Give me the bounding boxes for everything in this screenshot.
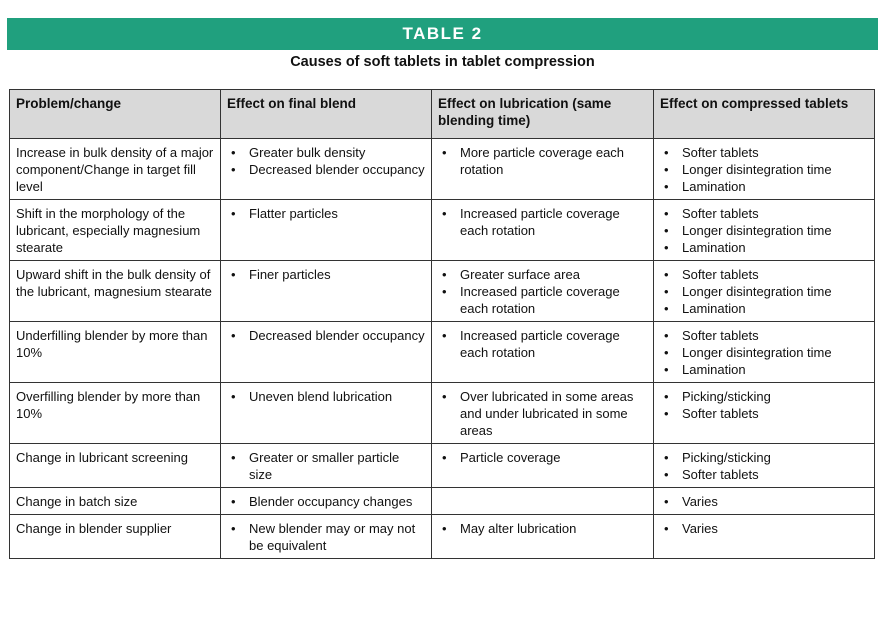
cell-problem: Change in lubricant screening (10, 444, 221, 488)
bullet-item: • Decreased blender occupancy (227, 327, 425, 344)
bullet-list (227, 520, 425, 554)
table-banner: TABLE 2 (7, 18, 878, 50)
bullet-item: • New blender may or may not be equivalent (227, 520, 425, 554)
bullet-item: • Varies (660, 493, 868, 510)
cell-final-blend (221, 200, 432, 261)
header-compressed-tablets: Effect on compressed tablets (654, 90, 875, 139)
bullet-item: • Over lubricated in some areas and under lubricated in some areas (438, 388, 647, 439)
bullet-list (227, 144, 425, 178)
bullet-item: • Increased particle coverage each rotation (438, 283, 647, 317)
bullet-item: • Softer tablets (660, 327, 868, 344)
bullet-list (660, 449, 868, 483)
cell-final-blend (221, 444, 432, 488)
bullet-list (227, 388, 425, 405)
cell-final-blend (221, 383, 432, 444)
bullet-list (227, 493, 425, 510)
bullet-item: • Picking/sticking (660, 388, 868, 405)
table-row (10, 322, 875, 383)
cell-lubrication (432, 261, 654, 322)
bullet-item: • Varies (660, 520, 868, 537)
cell-lubrication (432, 488, 654, 515)
bullet-item: • Flatter particles (227, 205, 425, 222)
cell-final-blend (221, 515, 432, 559)
table-row (10, 261, 875, 322)
cell-final-blend (221, 261, 432, 322)
cell-problem: Shift in the morphology of the lubricant, especially magnesium stearate (10, 200, 221, 261)
cell-compressed-tablets (654, 383, 875, 444)
bullet-item: • Decreased blender occupancy (227, 161, 425, 178)
bullet-list (438, 205, 647, 239)
cell-final-blend (221, 322, 432, 383)
header-problem: Problem/change (10, 90, 221, 139)
bullet-item: • Picking/sticking (660, 449, 868, 466)
cell-compressed-tablets (654, 139, 875, 200)
bullet-item: • Longer disintegration time (660, 222, 868, 239)
bullet-item: • Softer tablets (660, 466, 868, 483)
cell-problem: Underfilling blender by more than 10% (10, 322, 221, 383)
bullet-item: • Greater surface area (438, 266, 647, 283)
bullet-item: • Softer tablets (660, 205, 868, 222)
bullet-list (438, 266, 647, 317)
table-row (10, 444, 875, 488)
bullet-item: • Increased particle coverage each rotation (438, 205, 647, 239)
bullet-list (660, 327, 868, 378)
bullet-item: • More particle coverage each rotation (438, 144, 647, 178)
bullet-list (438, 144, 647, 178)
cell-problem: Overfilling blender by more than 10% (10, 383, 221, 444)
bullet-list (660, 205, 868, 256)
cell-problem: Increase in bulk density of a major component/Change in target fill level (10, 139, 221, 200)
cell-compressed-tablets (654, 261, 875, 322)
table-row (10, 139, 875, 200)
cell-compressed-tablets (654, 200, 875, 261)
cell-compressed-tablets (654, 515, 875, 559)
bullet-list (438, 520, 647, 537)
bullet-item: • Softer tablets (660, 266, 868, 283)
bullet-item: • Lamination (660, 178, 868, 195)
header-row (10, 90, 875, 139)
bullet-item: • Softer tablets (660, 144, 868, 161)
bullet-item: • Increased particle coverage each rotation (438, 327, 647, 361)
cell-final-blend (221, 139, 432, 200)
bullet-list (438, 327, 647, 361)
bullet-item: • May alter lubrication (438, 520, 647, 537)
cell-lubrication (432, 139, 654, 200)
bullet-item: • Blender occupancy changes (227, 493, 425, 510)
table-subtitle: Causes of soft tablets in tablet compression (290, 54, 595, 70)
cell-compressed-tablets (654, 444, 875, 488)
bullet-list (227, 449, 425, 483)
cell-lubrication (432, 383, 654, 444)
table-row (10, 200, 875, 261)
bullet-item: • Longer disintegration time (660, 161, 868, 178)
cell-compressed-tablets (654, 322, 875, 383)
cell-lubrication (432, 444, 654, 488)
bullet-list (438, 388, 647, 439)
cell-problem: Upward shift in the bulk density of the lubricant, magnesium stearate (10, 261, 221, 322)
bullet-list (660, 388, 868, 422)
bullet-item: • Finer particles (227, 266, 425, 283)
cell-lubrication (432, 322, 654, 383)
bullet-list (660, 520, 868, 537)
cell-compressed-tablets (654, 488, 875, 515)
bullet-item: • Lamination (660, 361, 868, 378)
bullet-list (660, 266, 868, 317)
cell-lubrication (432, 200, 654, 261)
header-lubrication: Effect on lubrication (same blending time) (432, 90, 654, 139)
causes-table (9, 89, 875, 559)
bullet-item: • Longer disintegration time (660, 344, 868, 361)
header-final-blend: Effect on final blend (221, 90, 432, 139)
bullet-item: • Lamination (660, 239, 868, 256)
bullet-item: • Softer tablets (660, 405, 868, 422)
bullet-item: • Greater bulk density (227, 144, 425, 161)
bullet-list (227, 327, 425, 344)
bullet-item: • Particle coverage (438, 449, 647, 466)
bullet-item: • Uneven blend lubrication (227, 388, 425, 405)
table-row (10, 488, 875, 515)
bullet-list (227, 205, 425, 222)
bullet-item: • Lamination (660, 300, 868, 317)
bullet-item: • Greater or smaller particle size (227, 449, 425, 483)
bullet-list (438, 449, 647, 466)
cell-final-blend (221, 488, 432, 515)
table-row (10, 515, 875, 559)
bullet-item: • Longer disintegration time (660, 283, 868, 300)
cell-lubrication (432, 515, 654, 559)
bullet-list (660, 493, 868, 510)
bullet-list (660, 144, 868, 195)
table-row (10, 383, 875, 444)
cell-problem: Change in batch size (10, 488, 221, 515)
bullet-list (227, 266, 425, 283)
cell-problem: Change in blender supplier (10, 515, 221, 559)
